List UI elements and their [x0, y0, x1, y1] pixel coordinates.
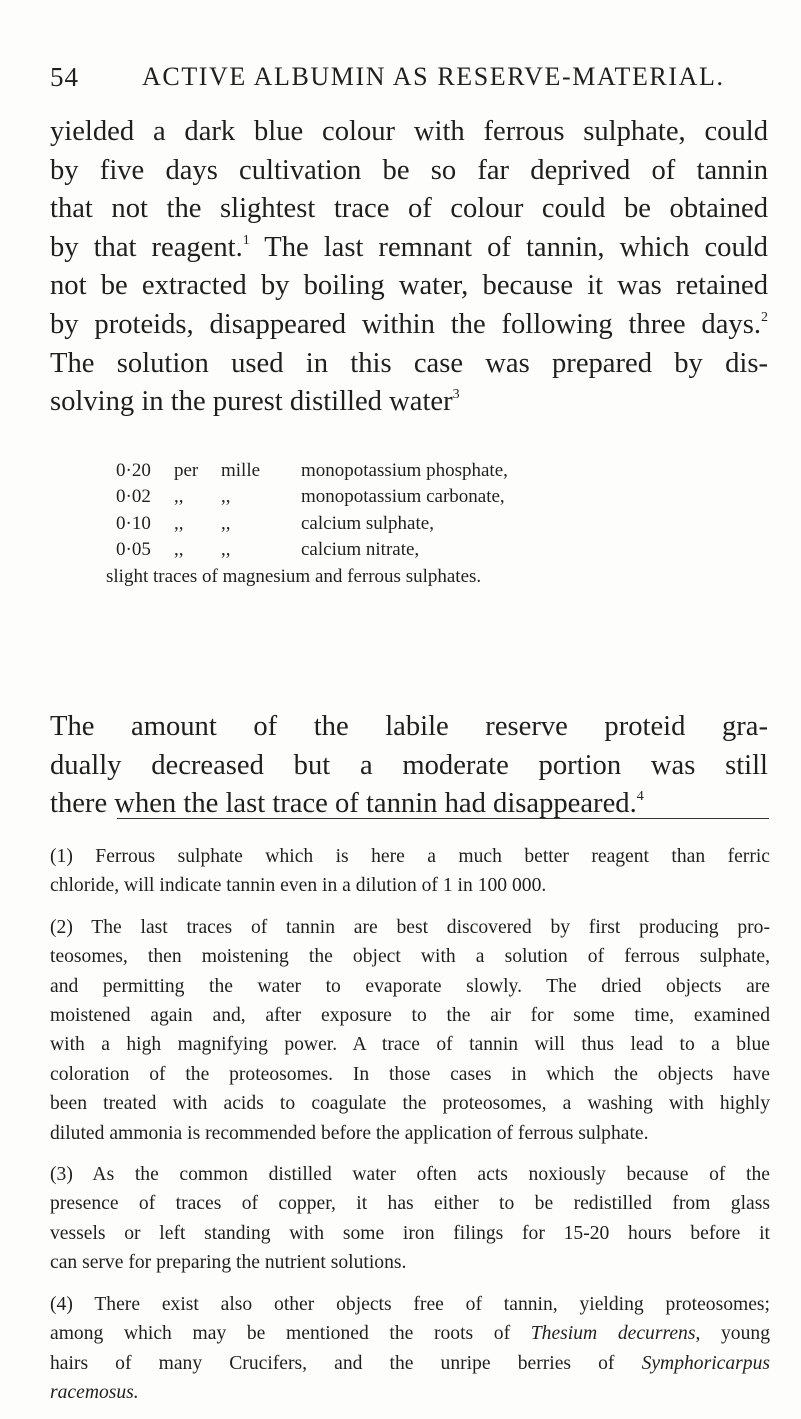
- text-line: by five days cultivation be so far deprived of tannin: [50, 154, 768, 186]
- formula-unit: mille: [221, 460, 261, 481]
- footnote-3: (3) As the common distilled water often acts noxiously because of the presence of traces of copper, it has either to be redistilled from glass vessels or left standing with some iron filings for 15-20 hours before it can serve for preparing the nutrient solutions.: [50, 1164, 770, 1274]
- formula-unit: per: [174, 460, 199, 481]
- footnote-ref-1: 1: [242, 232, 250, 248]
- footnote-2: (2) The last traces of tannin are best discovered by first producing pro- teosomes, then moistening the object with a solution of ferrous sulphate, and permitting the water to evaporate slowly. The dried objects are moistened again and, after exposure to the air for some time, examined with a high magnifying power. A trace of tannin will thus lead to a blue coloration of the proteosomes. In those cases in which the objects have been treated with acids to coagulate the proteosomes, a washing with highly diluted ammonia is recommended before the application of ferrous sulphate.: [50, 916, 770, 1144]
- formula-substance: monopotassium carbonate,: [301, 486, 505, 508]
- footnote-divider: [117, 818, 769, 819]
- species-name: racemosus.: [50, 1381, 139, 1403]
- text-line: by that reagent.$^1$ The last remnant of tannin, which could: [50, 231, 768, 263]
- page-number: 54: [50, 62, 79, 92]
- footnote-4: (4) There exist also other objects free of tannin, yielding proteosomes; among which may be mentioned the roots of Thesium decurrens, young hairs of many Crucifers, and the unripe berries of Symphoricarpus racemosus.: [50, 1293, 771, 1403]
- footnote-number: (1): [50, 846, 73, 867]
- solution-formula: [106, 458, 736, 590]
- footnote-1: (1) Ferrous sulphate which is here a much better reagent than ferric chloride, will indicate tannin even in a dilution of 1 in 100 000.: [50, 846, 770, 897]
- running-title: ACTIVE ALBUMIN AS RESERVE-MATERIAL.: [142, 62, 725, 91]
- formula-unit: ,,: [221, 539, 231, 561]
- formula-row: [116, 511, 736, 537]
- formula-row: [116, 458, 736, 484]
- formula-quantity: 0·02: [116, 486, 151, 508]
- formula-unit: ,,: [174, 512, 184, 534]
- species-name: Thesium decurrens: [530, 1323, 696, 1345]
- formula-row: [116, 537, 736, 563]
- footnote-number: (2): [50, 916, 73, 938]
- text-line: that not the slightest trace of colour could be obtained: [50, 193, 768, 225]
- formula-quantity: 0·10: [116, 512, 151, 534]
- footnote-ref-4: 4: [636, 789, 644, 805]
- formula-unit: ,,: [221, 486, 231, 508]
- formula-unit: ,,: [174, 486, 184, 508]
- page-header: [50, 62, 770, 102]
- formula-substance: calcium sulphate,: [301, 512, 434, 534]
- formula-unit: ,,: [221, 512, 231, 534]
- species-name: Symphoricarpus: [641, 1352, 771, 1374]
- footnote-ref-2: 2: [761, 309, 768, 325]
- text-line: The solution used in this case was prepared by dis-: [50, 347, 768, 379]
- text-line: not be extracted by boiling water, because it was retained: [50, 270, 768, 302]
- text-line: dually decreased but a moderate portion was still: [50, 749, 768, 781]
- text-line: yielded a dark blue colour with ferrous sulphate, could: [50, 116, 768, 147]
- formula-substance: monopotassium phosphate,: [301, 460, 508, 481]
- paragraph-main: [50, 113, 768, 422]
- footnotes: [50, 842, 770, 1419]
- text-line: there when the last trace of tannin had disappeared.$^4$: [50, 788, 644, 820]
- formula-row: [116, 484, 736, 510]
- footnote-number: (3): [50, 1164, 73, 1186]
- text-line: by proteids, disappeared within the following three days.$^2$: [50, 308, 768, 340]
- formula-unit: ,,: [174, 539, 184, 561]
- text-line: The amount of the labile reserve proteid gra-: [50, 711, 768, 742]
- formula-quantity: 0·05: [116, 539, 151, 561]
- footnote-number: (4): [50, 1293, 73, 1315]
- formula-quantity: 0·20: [116, 460, 151, 481]
- formula-substance: calcium nitrate,: [301, 539, 420, 561]
- footnote-ref-3: 3: [452, 387, 460, 403]
- text-line: solving in the purest distilled water$^3$: [50, 386, 460, 418]
- formula-trace-note: slight traces of magnesium and ferrous sulphates.: [106, 565, 482, 587]
- paragraph-second: [50, 708, 768, 824]
